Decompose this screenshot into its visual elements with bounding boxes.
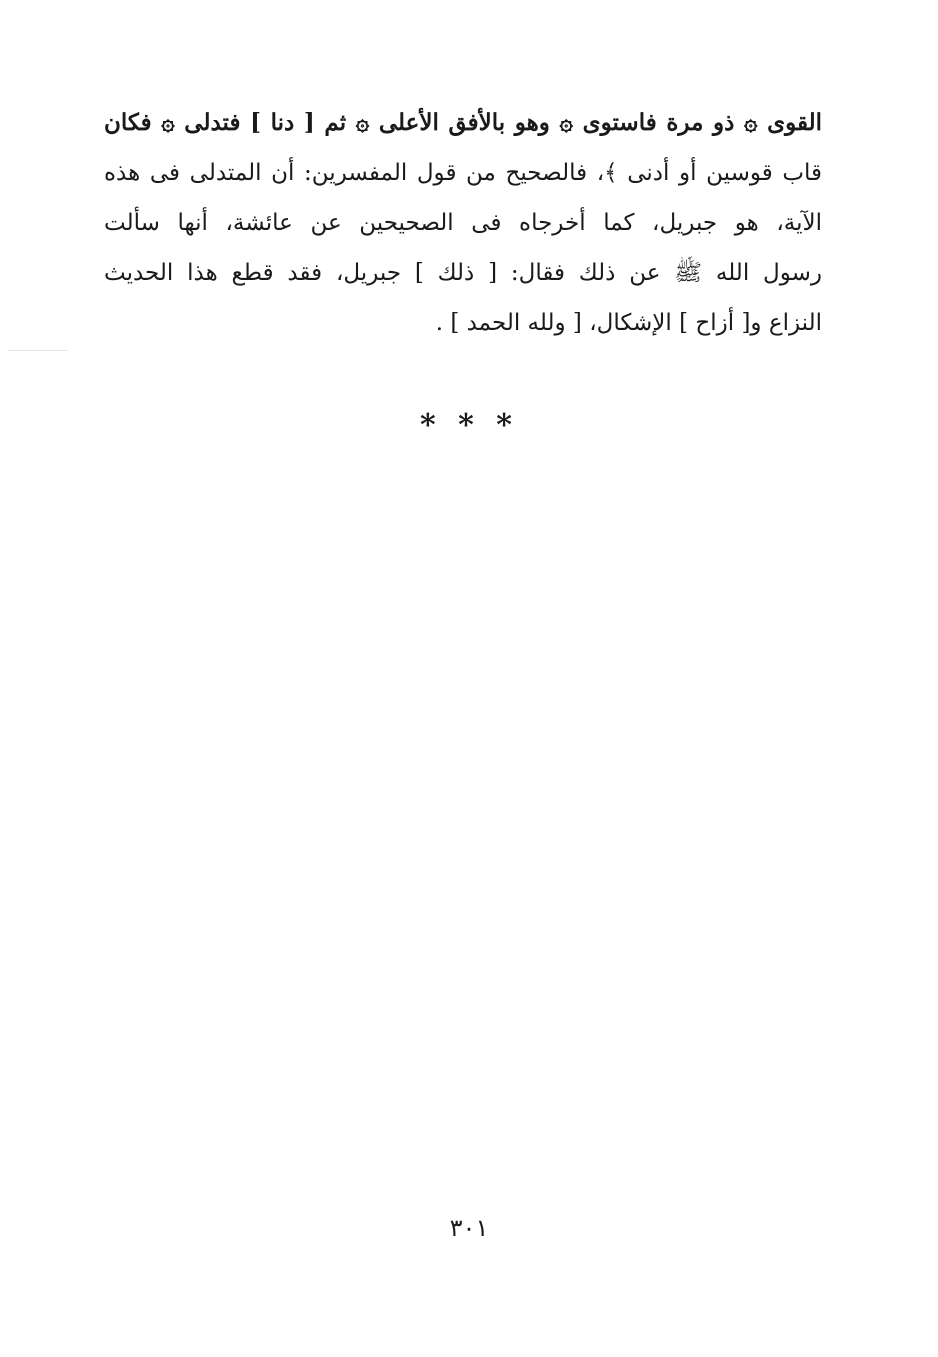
body-line-2: قاب قوسين أو أدنى ﴾، فالصحيح من قول المفسرين: أن المتدلى فى هذه xyxy=(104,160,822,186)
body-line-4: رسول الله ﷺ عن ذلك فقال: [ ذلك ] جبريل، فقد قطع هذا الحديث xyxy=(104,260,822,286)
page-number: ٣٠١ xyxy=(449,1214,489,1242)
body-line-1: القوى ۞ ذو مرة فاستوى ۞ وهو بالأفق الأعلى ۞ ثم [ دنا ] فتدلى ۞ فكان xyxy=(104,109,822,136)
body-line-5: النزاع و[ أزاح ] الإشكال، [ ولله الحمد ] . xyxy=(435,310,822,336)
body-paragraph xyxy=(104,98,822,348)
body-line-3: الآية، هو جبريل، كما أخرجاه فى الصحيحين عن عائشة، أنها سألت xyxy=(104,210,822,236)
section-separator: * * * xyxy=(420,408,518,443)
scan-margin-mark xyxy=(8,350,68,351)
